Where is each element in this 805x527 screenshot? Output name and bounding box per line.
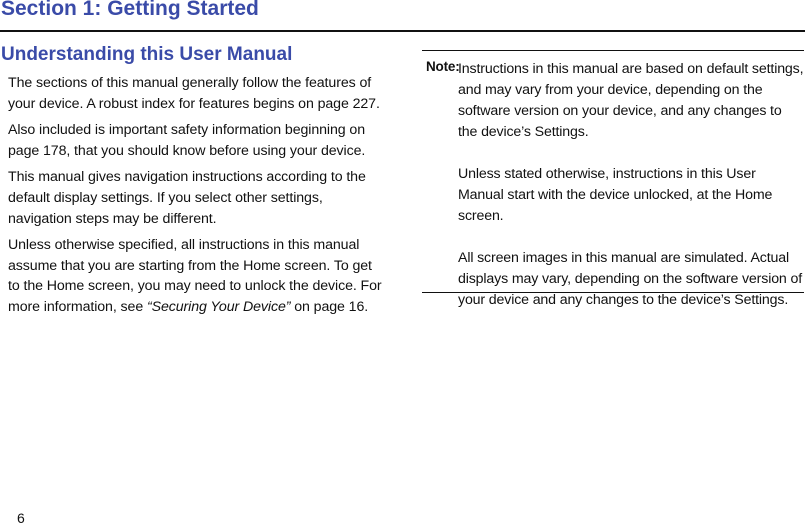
paragraph-text-before: Unless otherwise specified, all instructions in this manual assume that you are starting from the Home screen. To get to the Home screen, you may need to unlock the device. For more information, see	[8, 237, 382, 315]
body-paragraph-3: This manual gives navigation instructions according to the default display settings. If you select other settings, navigation steps may be different.	[8, 169, 366, 227]
section-title: Section 1: Getting Started	[1, 0, 259, 20]
paragraph-text-after: on page 16.	[290, 298, 369, 315]
body-paragraph-1: The sections of this manual generally follow the features of your device. A robust index for features begins on page 227.	[8, 75, 380, 112]
note-paragraph-1: Instructions in this manual are based on default settings, and may vary from your device, depending on the software version on your device, and any changes to the device’s Settings.	[458, 61, 804, 140]
note-paragraph-2: Unless stated otherwise, instructions in this User Manual start with the device unlocked, at the Home screen.	[458, 166, 773, 224]
note-box	[422, 50, 804, 308]
subsection-title: Understanding this User Manual	[1, 44, 293, 65]
body-paragraph-4	[8, 235, 384, 317]
note-label: Note:	[426, 59, 460, 74]
body-paragraph-2: Also included is important safety information beginning on page 178, that you should know before using your device.	[8, 122, 366, 159]
securing-device-link[interactable]: “Securing Your Device”	[146, 298, 291, 315]
note-paragraph-3: All screen images in this manual are simulated. Actual displays may vary, depending on the software version of your device and any changes to the device’s Settings.	[458, 250, 802, 308]
title-rule	[0, 30, 805, 32]
page-number: 6	[17, 510, 25, 526]
left-column	[8, 73, 384, 324]
note-bottom-rule	[422, 292, 804, 293]
